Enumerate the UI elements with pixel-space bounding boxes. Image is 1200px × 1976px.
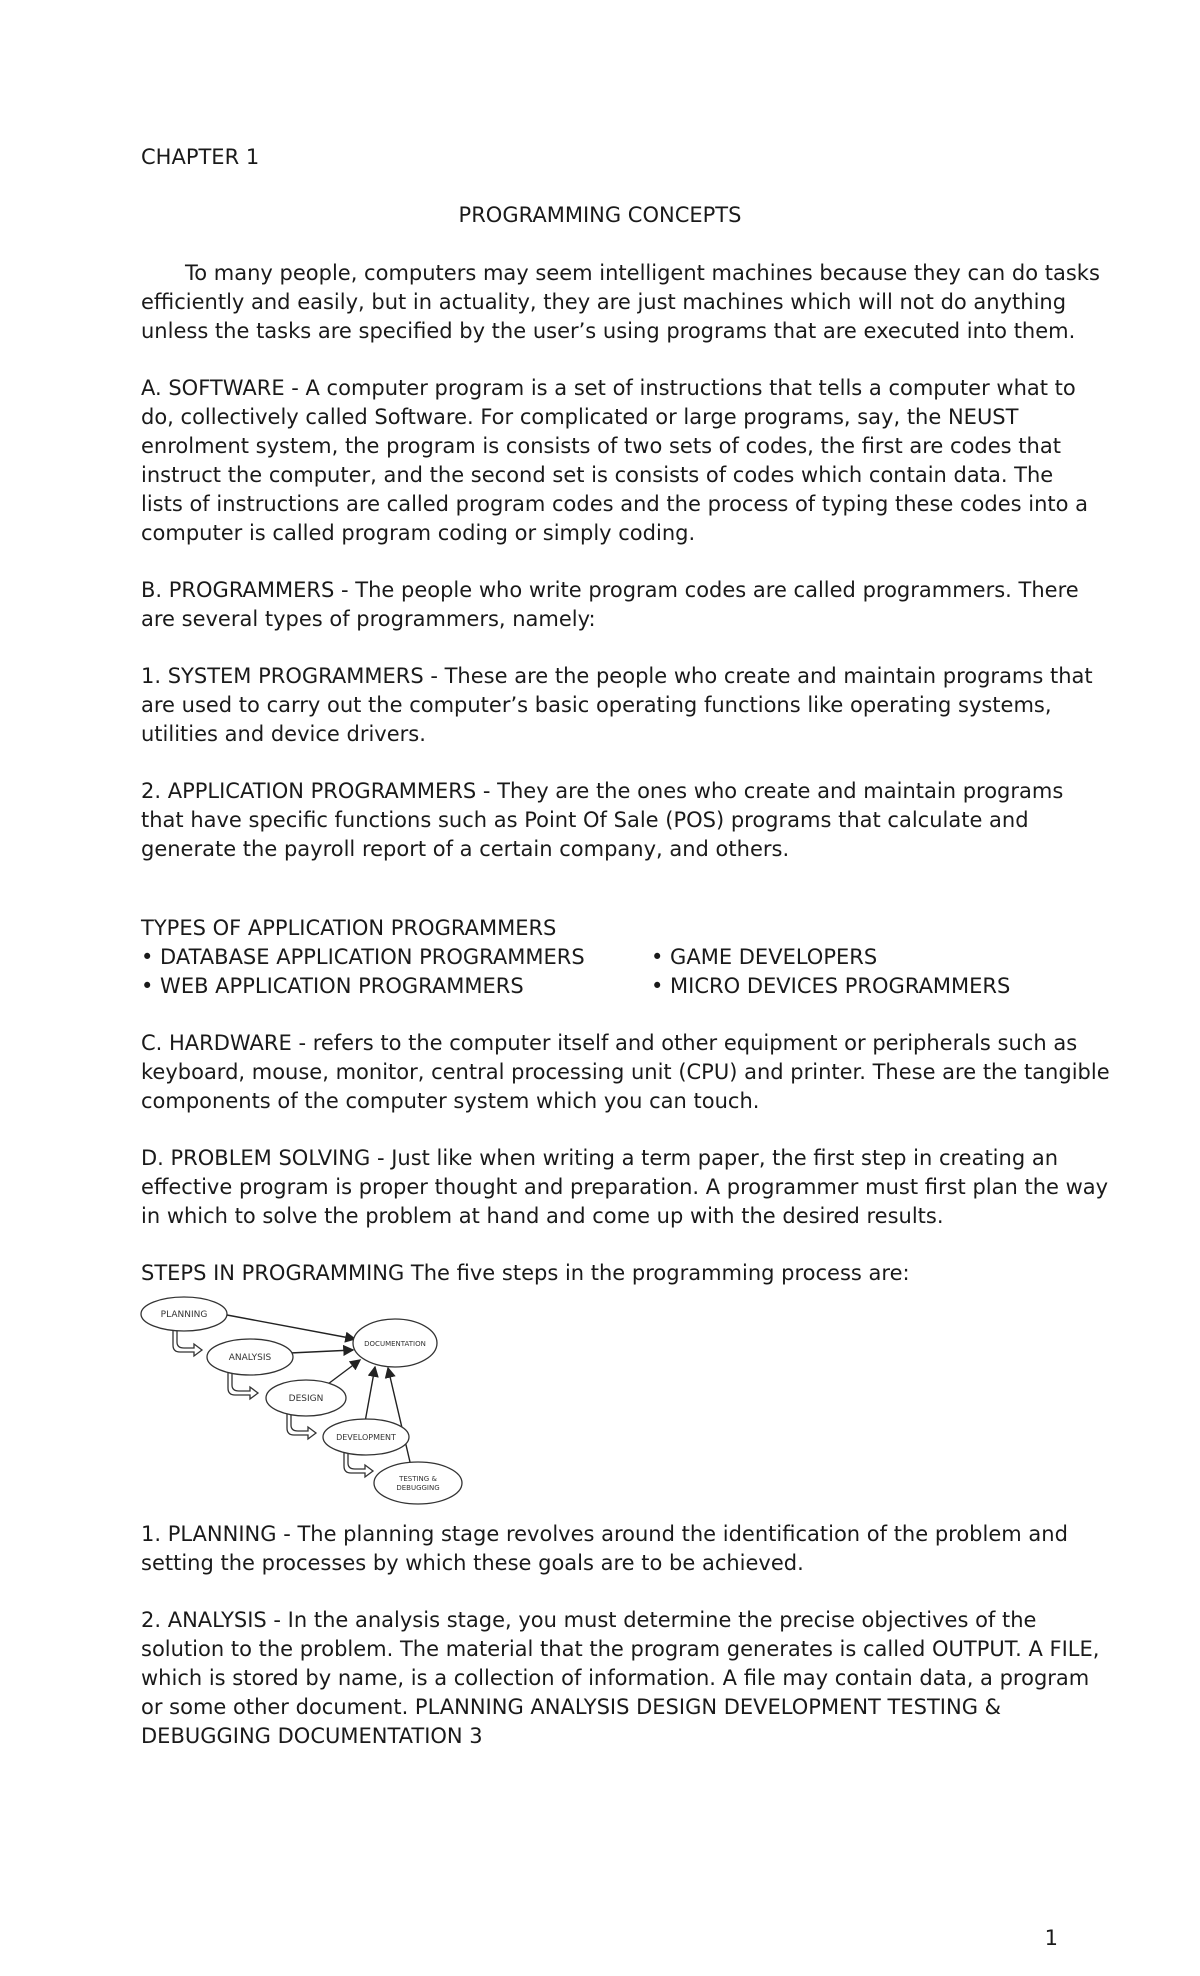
paragraph-line: 1. SYSTEM PROGRAMMERS - These are the people who create and maintain programs that — [141, 664, 1093, 688]
flow-arrow-2 — [228, 1372, 258, 1399]
problem-solving-paragraph — [141, 1144, 1109, 1231]
paragraph-line: A. SOFTWARE - A computer program is a set of instructions that tells a computer what to — [141, 376, 1076, 400]
paragraph-line: lists of instructions are called program codes and the process of typing these codes into a — [141, 492, 1089, 516]
paragraph-line: 2. APPLICATION PROGRAMMERS - They are the ones who create and maintain programs — [141, 779, 1064, 803]
node-label: DESIGN — [288, 1394, 324, 1404]
hardware-paragraph — [141, 1029, 1110, 1116]
node-development — [323, 1419, 409, 1455]
paragraph-line: efficiently and easily, but in actuality, they are just machines which will not do anything — [141, 290, 1067, 314]
system-programmers-paragraph — [141, 662, 1093, 749]
page-title: PROGRAMMING CONCEPTS — [458, 203, 742, 227]
paragraph-line: that have specific functions such as Point Of Sale (POS) programs that calculate and — [141, 808, 1029, 832]
node-analysis — [207, 1339, 293, 1375]
paragraph-line: D. PROBLEM SOLVING - Just like when writing a term paper, the first step in creating an — [141, 1146, 1059, 1170]
types-heading: TYPES OF APPLICATION PROGRAMMERS — [141, 916, 557, 940]
list-item: • WEB APPLICATION PROGRAMMERS — [141, 974, 524, 998]
steps-heading: STEPS IN PROGRAMMING The five steps in the programming process are: — [141, 1261, 910, 1285]
paragraph-line: which is stored by name, is a collection of information. A file may contain data, a program — [141, 1666, 1090, 1690]
paragraph-line: enrolment system, the program is consists of two sets of codes, the first are codes that — [141, 434, 1061, 458]
arrow-planning — [227, 1315, 355, 1339]
intro-paragraph — [141, 259, 1100, 346]
analysis-paragraph — [141, 1606, 1100, 1751]
node-planning — [141, 1297, 227, 1331]
paragraph-line: 2. ANALYSIS - In the analysis stage, you must determine the precise objectives of the — [141, 1608, 1037, 1632]
paragraph-line: setting the processes by which these goals are to be achieved. — [141, 1551, 804, 1575]
paragraph-line: keyboard, mouse, monitor, central processing unit (CPU) and printer. These are the tangible — [141, 1060, 1110, 1084]
page-number: 1 — [1044, 1926, 1058, 1950]
application-programmers-paragraph — [141, 777, 1071, 864]
paragraph-line: are several types of programmers, namely: — [141, 607, 596, 631]
flow-arrow-1 — [173, 1329, 202, 1356]
list-item: • MICRO DEVICES PROGRAMMERS — [651, 974, 1011, 998]
paragraph-line: or some other document. PLANNING ANALYSIS DESIGN DEVELOPMENT TESTING & — [141, 1695, 1002, 1719]
chapter-label: CHAPTER 1 — [141, 145, 260, 169]
node-documentation — [353, 1319, 437, 1367]
node-label: TESTING & — [399, 1475, 437, 1483]
node-label: ANALYSIS — [228, 1353, 272, 1363]
types-list-right — [651, 943, 1010, 1001]
paragraph-line: DEBUGGING DOCUMENTATION 3 — [141, 1724, 483, 1748]
arrow-development — [365, 1367, 375, 1422]
software-paragraph — [141, 374, 1089, 548]
node-label: DEVELOPMENT — [336, 1433, 396, 1442]
paragraph-line: B. PROGRAMMERS - The people who write program codes are called programmers. There — [141, 578, 1079, 602]
node-label: DOCUMENTATION — [364, 1340, 426, 1348]
programmers-paragraph — [141, 576, 1079, 634]
paragraph-line: instruct the computer, and the second set is consists of codes which contain data. The — [141, 463, 1054, 487]
paragraph-line: unless the tasks are specified by the user’s using programs that are executed into them. — [141, 319, 1076, 343]
paragraph-line: computer is called program coding or simply coding. — [141, 521, 696, 545]
node-label: DEBUGGING — [396, 1484, 440, 1492]
node-design — [266, 1380, 346, 1416]
paragraph-line: in which to solve the problem at hand and come up with the desired results. — [141, 1204, 944, 1228]
types-list-left — [141, 943, 585, 1001]
list-item: • GAME DEVELOPERS — [651, 945, 878, 969]
programming-steps-diagram — [140, 1292, 470, 1512]
paragraph-line: effective program is proper thought and preparation. A programmer must first plan the way — [141, 1175, 1109, 1199]
paragraph-line: C. HARDWARE - refers to the computer itself and other equipment or peripherals such as — [141, 1031, 1078, 1055]
paragraph-line: To many people, computers may seem intelligent machines because they can do tasks — [185, 261, 1100, 285]
list-item: • DATABASE APPLICATION PROGRAMMERS — [141, 945, 585, 969]
paragraph-line: are used to carry out the computer’s basic operating functions like operating systems, — [141, 693, 1052, 717]
node-label: PLANNING — [160, 1310, 208, 1320]
paragraph-line: do, collectively called Software. For complicated or large programs, say, the NEUST — [141, 405, 1019, 429]
paragraph-line: components of the computer system which you can touch. — [141, 1089, 760, 1113]
planning-paragraph — [141, 1520, 1071, 1578]
paragraph-line: 1. PLANNING - The planning stage revolves around the identification of the problem and — [141, 1522, 1068, 1546]
paragraph-line: solution to the problem. The material that the program generates is called OUTPUT. A FILE, — [141, 1637, 1100, 1661]
paragraph-line: generate the payroll report of a certain company, and others. — [141, 837, 790, 861]
paragraph-line: utilities and device drivers. — [141, 722, 426, 746]
node-testing-debugging — [374, 1462, 462, 1504]
